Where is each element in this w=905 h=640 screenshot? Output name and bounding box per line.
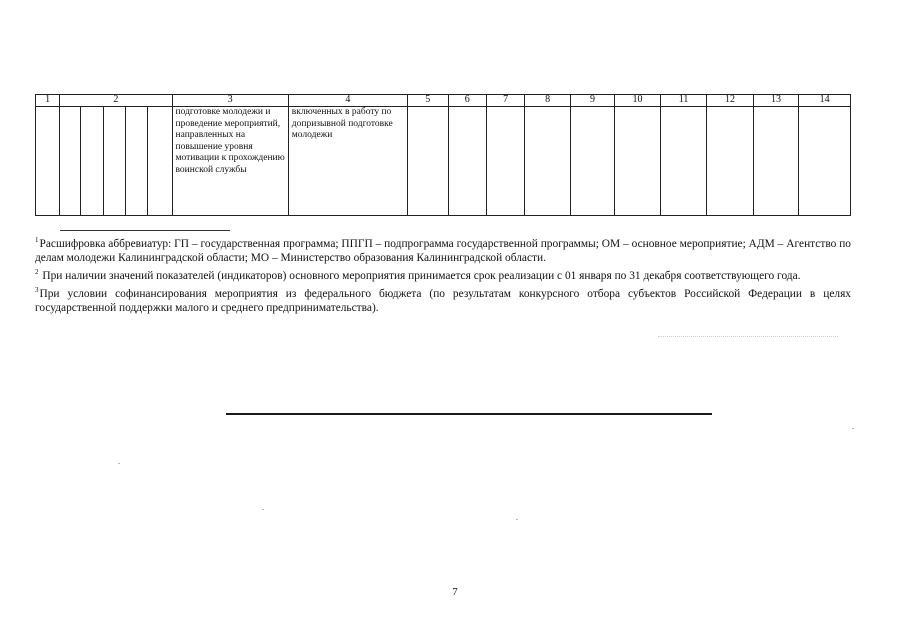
end-of-text-line — [226, 413, 712, 415]
footnote-separator — [60, 230, 230, 231]
table-cell-col4: включенных в работу по допризывной подготовке молодежи — [288, 107, 407, 216]
table-cell — [525, 107, 570, 216]
header-cell-11: 11 — [660, 95, 707, 107]
table-cell — [799, 107, 851, 216]
footnote-2 — [35, 265, 851, 283]
table-cell — [570, 107, 614, 216]
footnote-1-text: Расшифровка аббревиатур: ГП – государственная программа; ППГП – подпрограмма государственной программы; ОМ – основное мероприятие; АДМ – Агентство по делам молодежи Калининградской области; МО – Министерство образования Калининградской области. — [35, 238, 851, 264]
scan-artifact-line — [658, 336, 838, 337]
header-cell-13: 13 — [753, 95, 798, 107]
table-cell — [36, 107, 60, 216]
header-cell-4: 4 — [288, 95, 407, 107]
table-cell — [81, 107, 103, 216]
footnote-2-text: При наличии значений показателей (индикаторов) основного мероприятия принимается срок реализации с 01 января по 31 декабря соответствующего года. — [42, 270, 801, 282]
header-cell-14: 14 — [799, 95, 851, 107]
scan-speck — [516, 519, 518, 520]
footnote-3 — [35, 283, 851, 315]
footnote-1 — [35, 233, 851, 265]
data-table — [35, 94, 851, 216]
header-cell-2: 2 — [60, 95, 172, 107]
header-cell-12: 12 — [707, 95, 754, 107]
table-cell — [60, 107, 81, 216]
table-cell — [448, 107, 486, 216]
table-cell-col3: подготовке молодежи и проведение мероприятий, направленных на повышение уровня мотивации к прохождению воинской службы — [172, 107, 288, 216]
footnote-3-mark: 3 — [35, 286, 39, 294]
footnote-1-mark: 1 — [35, 236, 39, 244]
header-cell-1: 1 — [36, 95, 60, 107]
scan-speck — [118, 463, 120, 464]
table-cell — [103, 107, 125, 216]
header-cell-6: 6 — [448, 95, 486, 107]
header-cell-5: 5 — [408, 95, 448, 107]
table-cell — [125, 107, 147, 216]
table-cell — [615, 107, 660, 216]
table-cell — [707, 107, 754, 216]
table-cell — [753, 107, 798, 216]
footnote-3-text: При условии софинансирования мероприятия из федерального бюджета (по результатам конкурсного отбора субъектов Российской Федерации в целях государственной поддержки малого и среднего предпринимательства). — [35, 288, 851, 314]
scan-speck — [262, 509, 264, 510]
header-cell-10: 10 — [615, 95, 660, 107]
table-cell — [408, 107, 448, 216]
header-cell-3: 3 — [172, 95, 288, 107]
table-cell — [486, 107, 524, 216]
scan-speck — [852, 428, 854, 429]
header-cell-8: 8 — [525, 95, 570, 107]
footnote-2-mark: 2 — [35, 268, 39, 276]
table-row — [36, 107, 851, 216]
table-header-row — [36, 95, 851, 107]
header-cell-7: 7 — [486, 95, 524, 107]
page-number: 7 — [452, 586, 458, 598]
header-cell-9: 9 — [570, 95, 614, 107]
footnotes — [35, 233, 851, 315]
table-cell — [660, 107, 707, 216]
table-cell — [148, 107, 172, 216]
